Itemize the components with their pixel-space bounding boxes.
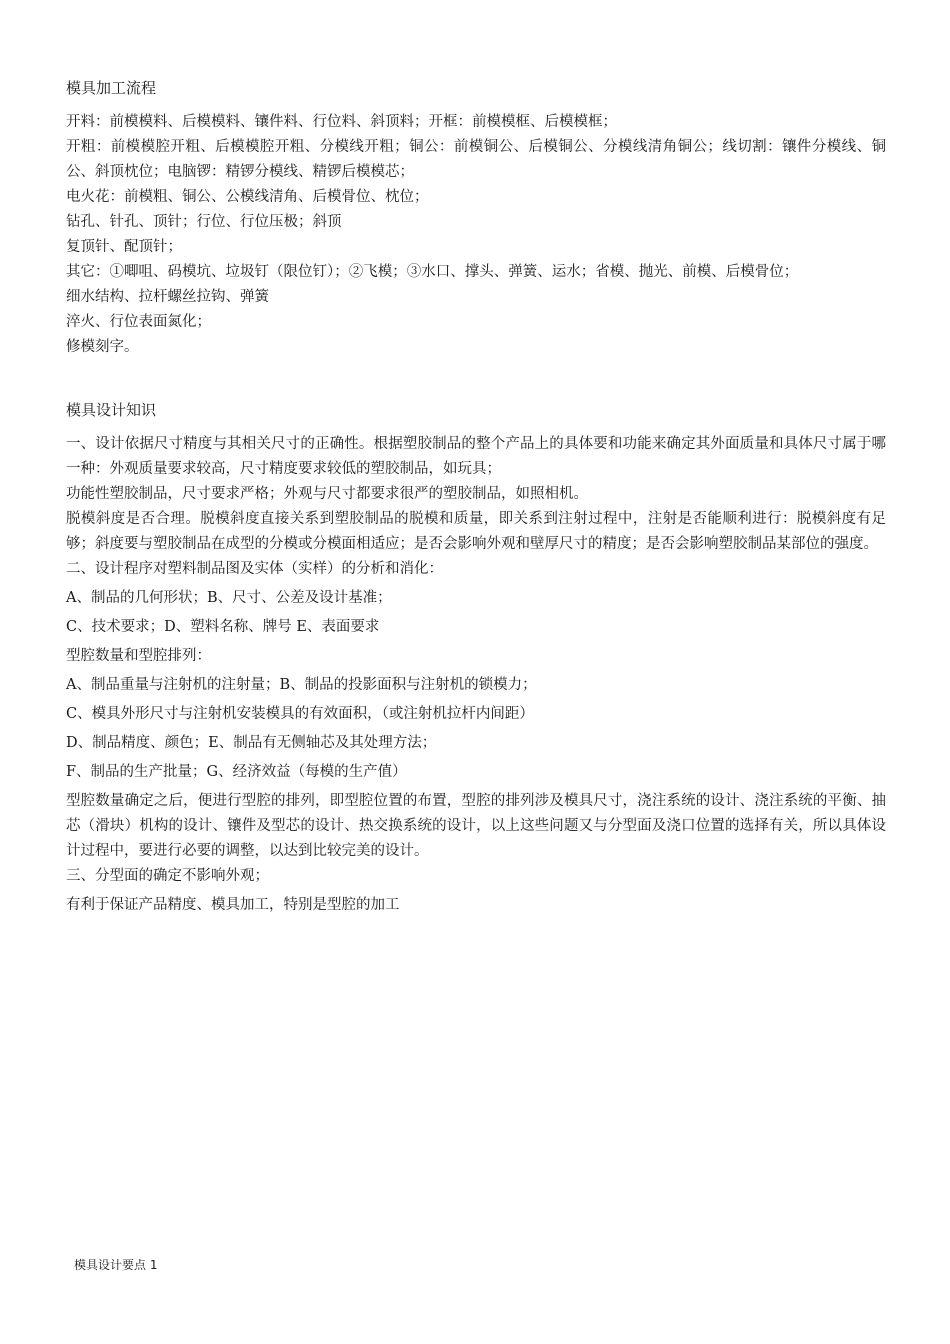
document-page [66,74,886,918]
processing-line: 开料：前模模料、后模模料、镶件料、行位料、斜顶料；开框：前模模框、后模模框； [66,114,617,130]
processing-line: 其它：①唧咀、码模坑、垃圾钉（限位钉）；②飞模；③水口、撑头、弹簧、运水；省模、抛光、前模、后模骨位； [66,264,799,280]
processing-line: 细水结构、拉杆螺丝拉钩、弹簧 [66,289,269,305]
processing-line: 复顶针、配顶针； [66,239,182,255]
design-item: F、制品的生产批量；G、经济效益（每模的生产值） [66,764,407,780]
design-paragraph: 一、设计依据尺寸精度与其相关尺寸的正确性。根据塑胶制品的整个产品上的具体要和功能来确定其外面质量和具体尺寸属于哪一种：外观质量要求较高，尺寸精度要求较低的塑胶制品，如玩具； [66,436,886,477]
design-paragraph: 脱模斜度是否合理。脱模斜度直接关系到塑胶制品的脱模和质量，即关系到注射过程中，注射是否能顺利进行：脱模斜度有足够；斜度要与塑胶制品在成型的分模或分模面相适应；是否会影响外观和壁厚尺寸的精度；是否会影响塑胶制品某部位的强度。 [66,511,886,552]
section-title-processing: 模具加工流程 [66,79,157,97]
design-item: C、技术要求；D、塑料名称、牌号 E、表面要求 [66,619,380,635]
processing-line: 电火花：前模粗、铜公、公模线清角、后模骨位、枕位； [66,189,429,205]
design-item: C、模具外形尺寸与注射机安装模具的有效面积，（或注射机拉杆内间距） [66,706,534,722]
design-paragraph: 三、分型面的确定不影响外观； [66,868,269,884]
section-title-design: 模具设计知识 [66,401,157,419]
processing-line: 开粗：前模模腔开粗、后模模腔开粗、分模线开粗；铜公：前模铜公、后模铜公、分模线清角铜公；线切割：镶件分模线、铜公、斜顶枕位；电脑锣：精锣分模线、精锣后模模芯； [66,139,886,180]
processing-line: 淬火、行位表面氮化； [66,314,211,330]
processing-list [66,110,886,360]
design-paragraph: 型腔数量确定之后，便进行型腔的排列，即型腔位置的布置，型腔的排列涉及模具尺寸，浇注系统的设计、浇注系统的平衡、抽芯（滑块）机构的设计、镶件及型芯的设计、热交换系统的设计，以上这些问题又与分型面及浇口位置的选择有关，所以具体设计过程中，要进行必要的调整，以达到比较完美的设计。 [66,793,886,859]
processing-line: 钻孔、针孔、顶针；行位、行位压极；斜顶 [66,214,342,230]
design-item: 型腔数量和型腔排列： [66,648,211,664]
design-item: A、制品的几何形状；B、尺寸、公差及设计基准； [66,590,392,606]
design-paragraph: 功能性塑胶制品，尺寸要求严格；外观与尺寸都要求很严的塑胶制品，如照相机。 [66,486,588,502]
page-footer: 模具设计要点 1 [74,1258,158,1272]
design-item: A、制品重量与注射机的注射量；B、制品的投影面积与注射机的锁模力； [66,677,537,693]
processing-line: 修模刻字。 [66,339,139,355]
design-paragraph: 二、设计程序对塑料制品图及实体（实样）的分析和消化： [66,561,443,577]
design-paragraph: 有利于保证产品精度、模具加工，特别是型腔的加工 [66,897,400,913]
design-item: D、制品精度、颜色；E、制品有无侧轴芯及其处理方法； [66,735,437,751]
design-knowledge [66,432,886,918]
